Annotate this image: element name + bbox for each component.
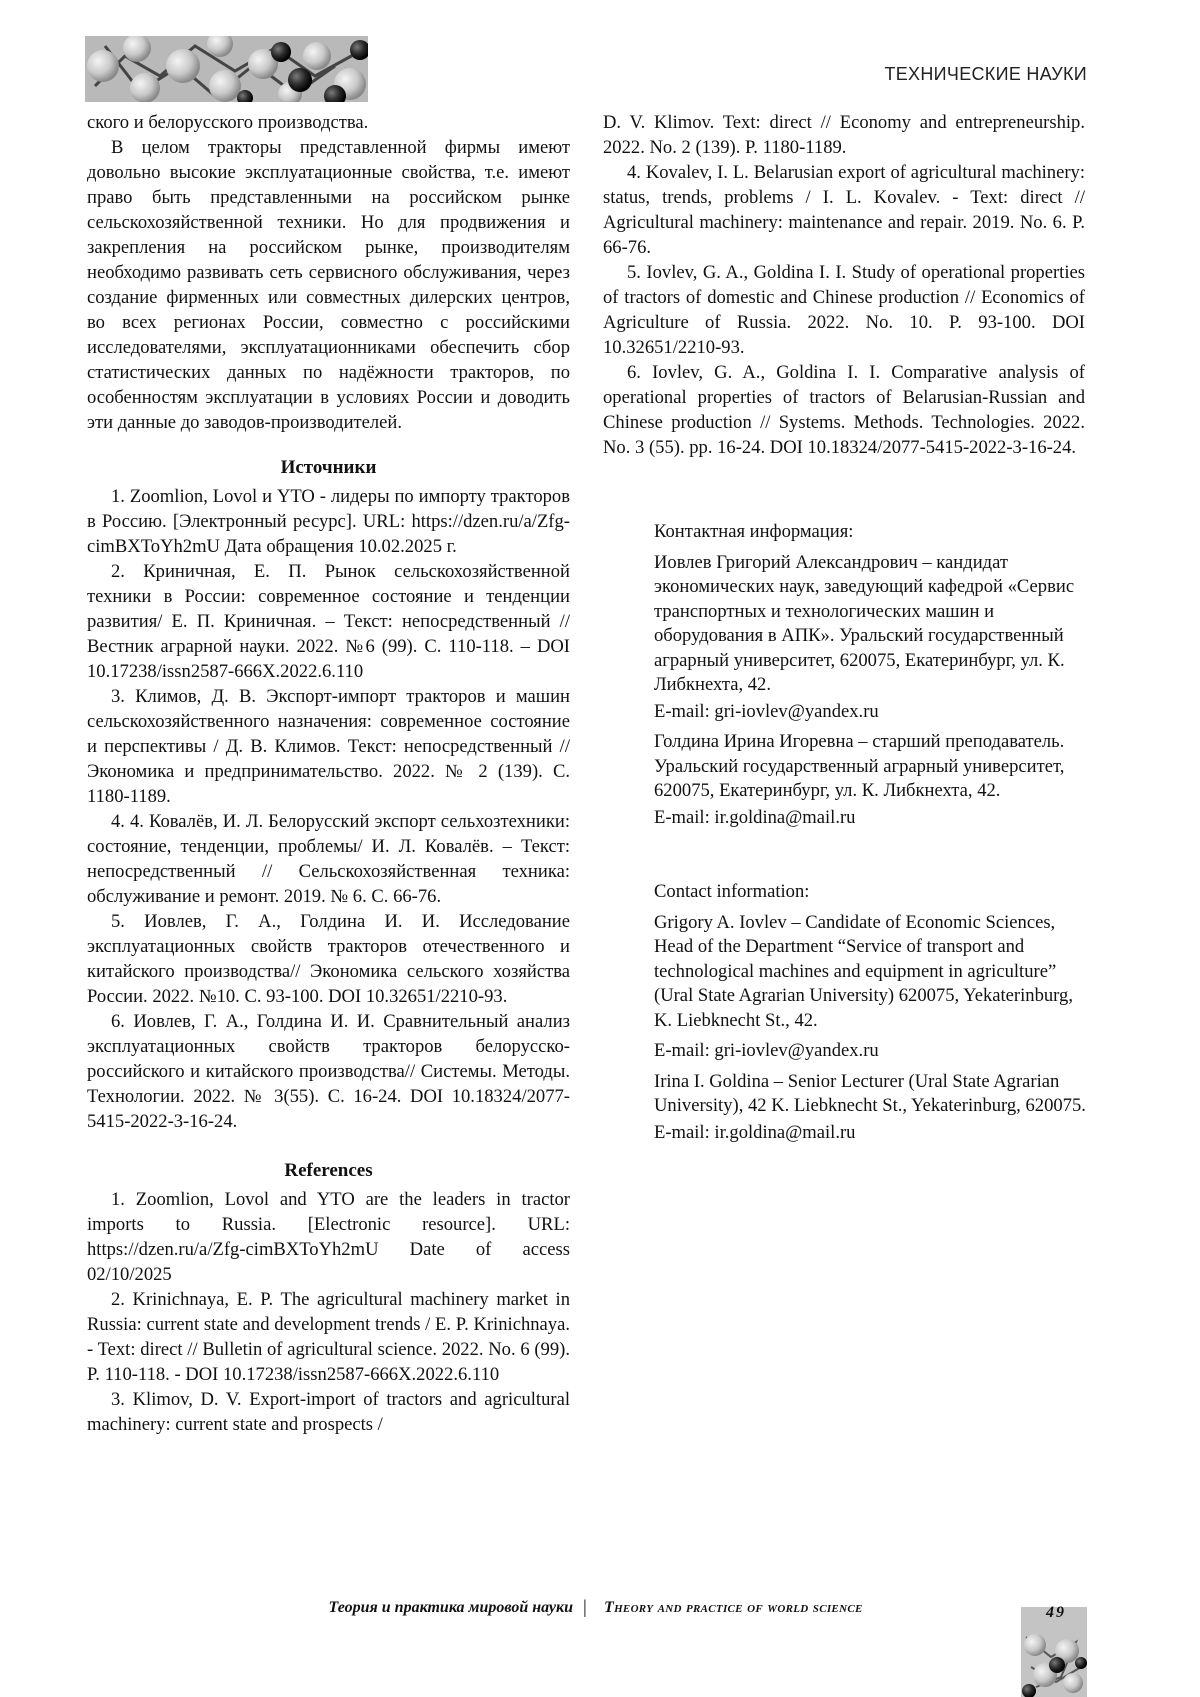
- body-paragraph: В целом тракторы представленной фирмы имеют довольно высокие эксплуатационные свойства, т.е. имеют право быть представленными на российском рынке сельскохозяйственной техники. Но для продвижения и закрепления на российском рынке, производителям необходимо развивать сеть сервисного обслуживания, через создание фирменных или совместных дилерских центров, во всех регионах России, совместно с российскими исследователями, эксплуатационниками обеспечить сбор статистических данных по надёжности тракторов, по особенностям эксплуатации в условиях России и доводить эти данные до заводов-производителей.: [87, 137, 570, 433]
- header-molecule-image: [85, 36, 368, 102]
- contact-heading: Contact information:: [654, 881, 810, 902]
- body-paragraph: ского и белорусского производства.: [87, 112, 369, 133]
- source-item: 5. Иовлев, Г. А., Голдина И. И. Исследование эксплуатационных свойств тракторов отечественного и китайского производства// Экономика сельского хозяйства России. 2022. №10. С. 93-100. DOI 10.32651/2210-93.: [87, 911, 570, 1007]
- sources-heading: Источники: [280, 457, 377, 478]
- source-item: 1. Zoomlion, Lovol и YTO - лидеры по импорту тракторов в Россию. [Электронный ресурс]. URL: https://dzen.ru/a/Zfg-cimBXToYh2mU Дата обращения 10.02.2025 г.: [87, 486, 570, 557]
- contact-person: Иовлев Григорий Александрович – кандидат экономических наук, заведующий кафедрой «Сервис транспортных и технологических машин и оборудования в АПК». Уральский государственный аграрный университет, 620075, Екатеринбург, ул. К. Либкнехта, 42.: [654, 551, 1075, 695]
- source-item: 3. Климов, Д. В. Экспорт-импорт тракторов и машин сельскохозяйственного назначения: современное состояние и перспективы / Д. В. Климов. Текст: непосредственный // Экономика и предпринимательство. 2022. № 2 (139). С. 1180-1189.: [87, 686, 570, 807]
- reference-item: 5. Iovlev, G. A., Goldina I. I. Study of operational properties of tractors of domestic and Chinese production // Economics of Agriculture of Russia. 2022. No. 10. P. 93-100. DOI 10.32651/2210-93.: [603, 262, 1085, 358]
- contact-email: E-mail: ir.goldina@mail.ru: [654, 806, 856, 828]
- contact-heading: Контактная информация:: [654, 521, 854, 542]
- contact-info-ru: [654, 520, 1094, 832]
- journal-title-ru: Теория и практика мировой науки: [328, 1599, 573, 1616]
- journal-title-en: Theory and practice of world science: [604, 1599, 863, 1616]
- reference-item: D. V. Klimov. Text: direct // Economy and entrepreneurship. 2022. No. 2 (139). P. 1180-1189.: [603, 112, 1085, 158]
- contact-email: E-mail: gri-iovlev@yandex.ru: [654, 700, 879, 722]
- source-item: 6. Иовлев, Г. А., Голдина И. И. Сравнительный анализ эксплуатационных свойств тракторов белорусско-российского и китайского производства// Системы. Методы. Технологии. 2022. № 3(55). С. 16-24. DOI 10.18324/2077-5415-2022-3-16-24.: [87, 1011, 570, 1132]
- source-item: 2. Криничная, Е. П. Рынок сельскохозяйственной техники в России: современное состояние и тенденции развития/ Е. П. Криничная. – Текст: непосредственный // Вестник аграрной науки. 2022. №6 (99). С. 110-118. – DOI 10.17238/issn2587-666X.2022.6.110: [87, 561, 570, 682]
- reference-item: 2. Krinichnaya, E. P. The agricultural machinery market in Russia: current state and development trends / E. P. Krinichnaya. - Text: direct // Bulletin of agricultural science. 2022. No. 6 (99). P. 110-118. - DOI 10.17238/issn2587-666X.2022.6.110: [87, 1289, 570, 1385]
- source-item: 4. 4. Ковалёв, И. Л. Белорусский экспорт сельхозтехники: состояние, тенденции, проблемы/ И. Л. Ковалёв. – Текст: непосредственный // Сельскохозяйственная техника: обслуживание и ремонт. 2019. № 6. С. 66-76.: [87, 811, 570, 907]
- contact-person: Голдина Ирина Игоревна – старший преподаватель. Уральский государственный аграрный университет, 620075, Екатеринбург, ул. К. Либкнехта, 42.: [654, 731, 1065, 801]
- footer-separator: |: [583, 1597, 587, 1618]
- right-column: [603, 110, 1085, 460]
- section-label: ТЕХНИЧЕСКИЕ НАУКИ: [884, 64, 1087, 84]
- reference-item: 4. Kovalev, I. L. Belarusian export of agricultural machinery: status, trends, problems / I. L. Kovalev. - Text: direct // Agricultural machinery: maintenance and repair. 2019. No. 6. P. 66-76.: [603, 162, 1085, 258]
- reference-item: 6. Iovlev, G. A., Goldina I. I. Comparative analysis of operational properties of tractors of Belarusian-Russian and Chinese production // Systems. Methods. Technologies. 2022. No. 3 (55). pp. 16-24. DOI 10.18324/2077-5415-2022-3-16-24.: [603, 362, 1085, 458]
- reference-item: 1. Zoomlion, Lovol and YTO are the leaders in tractor imports to Russia. [Electronic resource]. URL: https://dzen.ru/a/Zfg-cimBXToYh2mU Date of access 02/10/2025: [87, 1189, 570, 1285]
- contact-info-en: [654, 880, 1094, 1147]
- page-number: 49: [1046, 1604, 1066, 1621]
- contact-email: E-mail: ir.goldina@mail.ru: [654, 1121, 856, 1143]
- left-column: [87, 110, 570, 1437]
- reference-item: 3. Klimov, D. V. Export-import of tractors and agricultural machinery: current state and prospects /: [87, 1389, 570, 1435]
- page-footer: [0, 1599, 1200, 1623]
- references-heading: References: [284, 1160, 373, 1181]
- contact-email: E-mail: gri-iovlev@yandex.ru: [654, 1040, 879, 1061]
- contact-person: Grigory A. Iovlev – Candidate of Economic Sciences, Head of the Department “Service of transport and technological machines and equipment in agriculture” (Ural State Agrarian University) 620075, Yekaterinburg, K. Liebknecht St., 42.: [654, 911, 1073, 1031]
- contact-person: Irina I. Goldina – Senior Lecturer (Ural State Agrarian University), 42 K. Liebknecht St., Yekaterinburg, 620075.: [654, 1070, 1086, 1116]
